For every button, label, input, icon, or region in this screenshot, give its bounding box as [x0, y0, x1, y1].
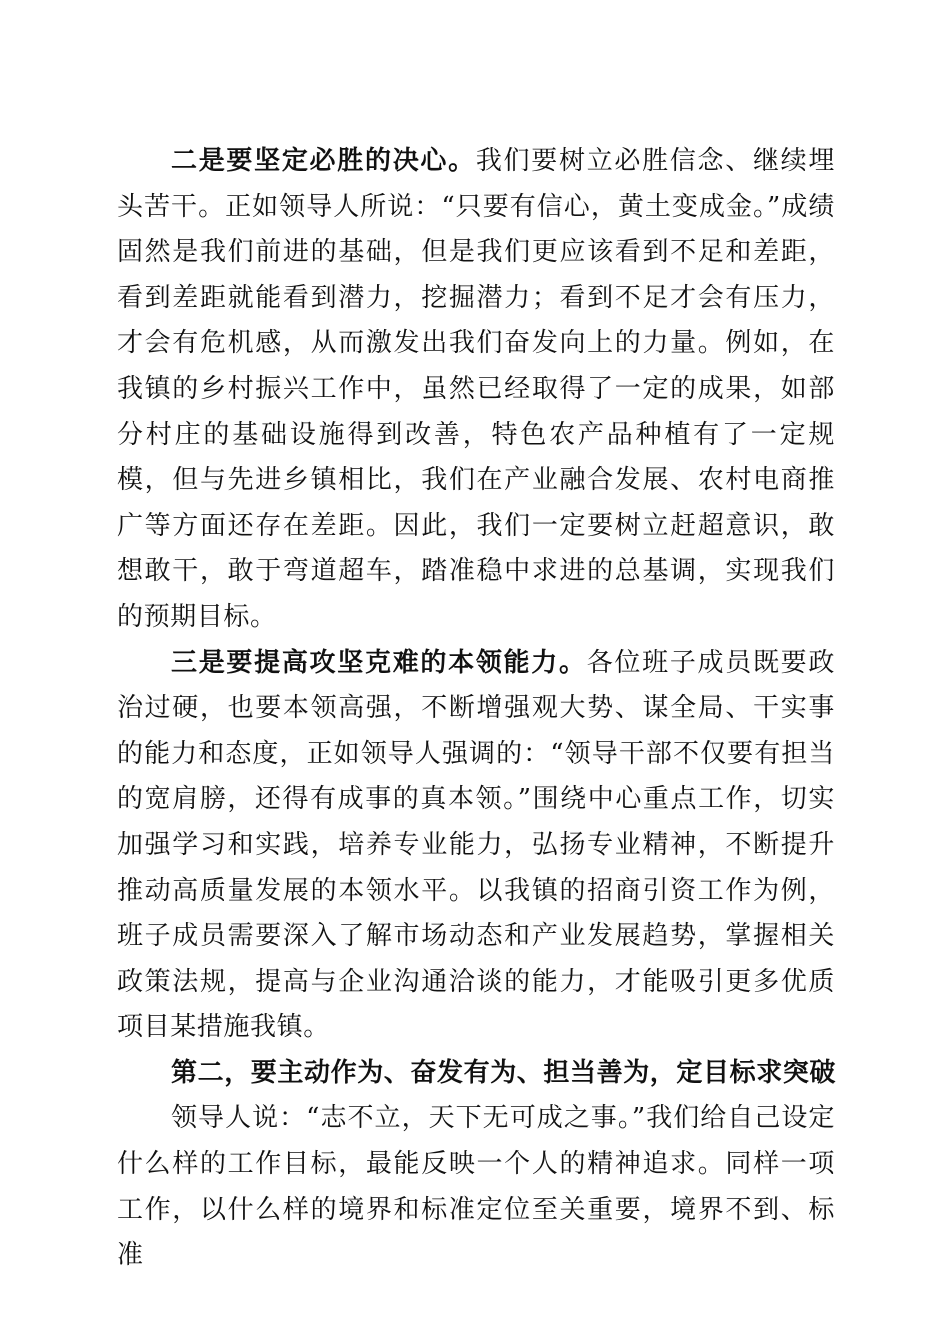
paragraph-text: 领导人说：“志不立，天下无可成之事。”我们给自己设定什么样的工作目标，最能反映一个人的精神追求。同样一项工作，以什么样的境界和标准定位至关重要，境界不到、标准: [117, 1103, 835, 1271]
paragraph-capability: [117, 641, 835, 1051]
document-body: [117, 139, 835, 1279]
paragraph-determination: [117, 139, 835, 641]
paragraph-lead-heading: 二是要坚定必胜的决心。: [171, 146, 476, 176]
paragraph-text: 我们要树立必胜信念、继续埋头苦干。正如领导人所说：“只要有信心，黄土变成金。”成绩固然是我们前进的基础，但是我们更应该看到不足和差距，看到差距就能看到潜力，挖掘潜力；看到不足才会有压力，才会有危机感，从而激发出我们奋发向上的力量。例如，在我镇的乡村振兴工作中，虽然已经取得了一定的成果，如部分村庄的基础设施得到改善，特色农产品种植有了一定规模，但与先进乡镇相比，我们在产业融合发展、农村电商推广等方面还存在差距。因此，我们一定要树立赶超意识，敢想敢干，敢于弯道超车，踏准稳中求进的总基调，实现我们的预期目标。: [117, 146, 835, 632]
paragraph-text: 各位班子成员既要政治过硬，也要本领高强，不断增强观大势、谋全局、干实事的能力和态度，正如领导人强调的：“领导干部不仅要有担当的宽肩膀，还得有成事的真本领。”围绕中心重点工作，切实加强学习和实践，培养专业能力，弘扬专业精神，不断提升推动高质量发展的本领水平。以我镇的招商引资工作为例，班子成员需要深入了解市场动态和产业发展趋势，掌握相关政策法规，提高与企业沟通洽谈的能力，才能吸引更多优质项目某措施我镇。: [117, 647, 835, 1043]
paragraph-goals: [117, 1096, 835, 1278]
section-heading: 第二，要主动作为、奋发有为、担当善为，定目标求突破: [171, 1057, 837, 1088]
paragraph-lead-heading: 三是要提高攻坚克难的本领能力。: [171, 647, 587, 678]
